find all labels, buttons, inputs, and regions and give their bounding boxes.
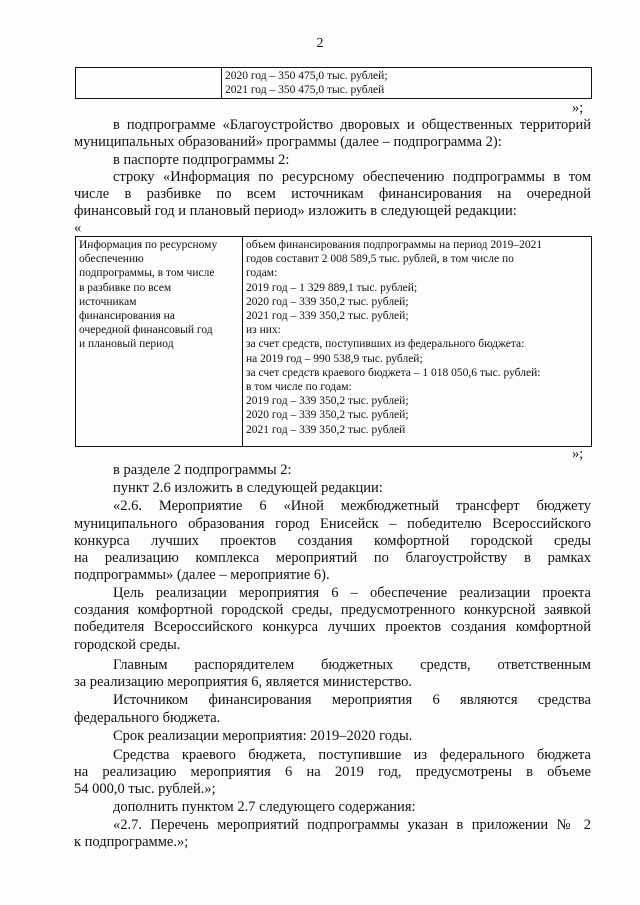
value-line: годов составит 2 008 589,5 тыс. рублей, в том числе по (246, 253, 514, 266)
close-quote-mark: »; (572, 446, 584, 462)
close-quote-mark: »; (572, 100, 584, 116)
value-line: 2021 год – 339 350,2 тыс. рублей (246, 423, 406, 436)
para6-line: конкурса лучших проектов создания комфортной городской среды (74, 533, 591, 549)
value-line: 2019 год – 339 350,2 тыс. рублей; (246, 395, 409, 408)
para8-line: за реализацию мероприятия 6, является министерство. (74, 674, 413, 690)
label-line: финансирования на (79, 310, 175, 323)
para6-line: муниципального образования город Енисейск – победителю Всероссийского (74, 516, 591, 532)
page-number: 2 (316, 36, 324, 51)
para13-line: к подпрограмме.»; (74, 834, 189, 850)
value-line: годам: (246, 267, 278, 280)
top-table-row: 2020 год – 350 475,0 тыс. рублей; (225, 70, 388, 82)
para9-line: Источником финансирования мероприятия 6 являются средства (113, 692, 591, 708)
para3-line: числе в разбивке по всем источникам финансирования на очередной (74, 186, 591, 202)
para5: пункт 2.6 изложить в следующей редакции: (113, 480, 383, 496)
para3-line: строку «Информация по ресурсному обеспечению подпрограммы в том (113, 169, 591, 185)
resource-table (75, 236, 592, 447)
value-line: в том числе по годам: (246, 381, 352, 394)
label-line: подпрограммы, в том числе (79, 267, 215, 280)
label-line: Информация по ресурсному (79, 239, 218, 251)
open-quote-mark: « (74, 220, 82, 236)
para6-line: на реализацию комплекса мероприятий по благоустройству в рамках (74, 550, 591, 566)
para8-line: Главным распорядителем бюджетных средств, ответственным (113, 657, 591, 673)
para3-line: финансовый год и плановый период» изложить в следующей редакции: (74, 203, 517, 219)
value-line: 2020 год – 339 350,2 тыс. рублей; (246, 295, 409, 308)
para13-line: «2.7. Перечень мероприятий подпрограммы указан в приложении № 2 (113, 817, 591, 833)
label-line: в разбивке по всем (79, 281, 172, 294)
para9-line: федерального бюджета. (74, 710, 221, 726)
top-table-row: 2021 год – 350 475,0 тыс. рублей (225, 84, 385, 97)
top-table-right-cell (222, 68, 592, 99)
value-line: 2021 год – 339 350,2 тыс. рублей; (246, 310, 409, 323)
top-table (75, 67, 592, 99)
value-line: из них: (246, 324, 281, 337)
para11-line: на реализацию мероприятия 6 на 2019 год, предусмотрены в объеме (74, 764, 591, 780)
label-line: и плановый период (79, 338, 174, 351)
value-line: объем финансирования подпрограммы на период 2019–2021 (246, 239, 543, 251)
value-line: на 2019 год – 990 538,9 тыс. рублей; (246, 352, 423, 365)
resource-table-value-cell (243, 237, 592, 447)
para2: в паспорте подпрограммы 2: (113, 152, 290, 168)
value-line: 2019 год – 1 329 889,1 тыс. рублей; (246, 281, 418, 294)
resource-table-label-cell (76, 237, 243, 447)
value-line: 2020 год – 339 350,2 тыс. рублей; (246, 409, 409, 422)
para7-line: городской среды. (74, 637, 181, 653)
label-line: очередной финансовый год (79, 324, 213, 337)
value-line: за счет средств краевого бюджета – 1 018 050,6 тыс. рублей: (246, 366, 541, 379)
para11-line: 54 000,0 тыс. рублей.»; (74, 781, 216, 797)
label-line: источникам (79, 295, 137, 308)
para10: Срок реализации мероприятия: 2019–2020 годы. (113, 728, 413, 744)
para7-line: Цель реализации мероприятия 6 – обеспечение реализации проекта (113, 585, 591, 601)
label-line: обеспечению (79, 253, 144, 266)
para1-line: в подпрограмме «Благоустройство дворовых и общественных территорий (113, 117, 591, 133)
para1-line: муниципальных образований» программы (далее – подпрограмма 2): (74, 134, 502, 150)
para6-line: подпрограммы» (далее – мероприятие 6). (74, 567, 330, 583)
para4: в разделе 2 подпрограммы 2: (113, 462, 292, 478)
value-line: за счет средств, поступивших из федерального бюджета: (246, 338, 525, 351)
para6-line: «2.6. Мероприятие 6 «Иной межбюджетный трансферт бюджету (113, 498, 591, 514)
top-table-left-cell (76, 68, 222, 99)
para11-line: Средства краевого бюджета, поступившие из федерального бюджета (113, 747, 591, 763)
para7-line: победителя Всероссийского конкурса лучших проектов создания комфортной (74, 619, 591, 635)
para7-line: создания комфортной городской среды, предусмотренного конкурсной заявкой (74, 602, 591, 618)
para12: дополнить пунктом 2.7 следующего содержания: (113, 799, 416, 815)
